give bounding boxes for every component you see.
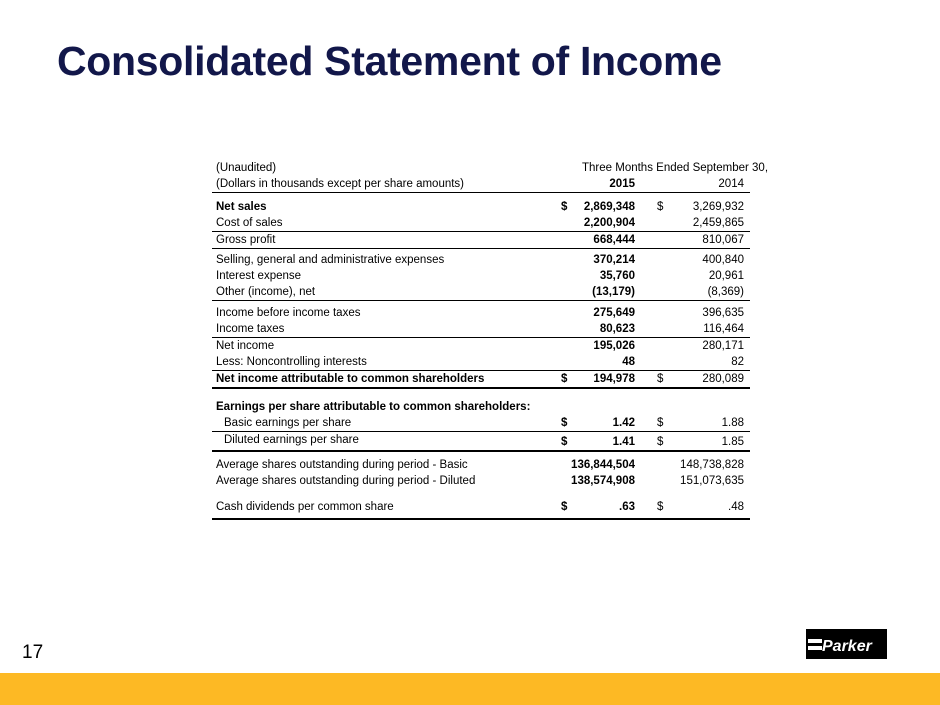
dollar-sign: $ (657, 417, 664, 429)
value-2014: 151,073,635 (680, 475, 744, 487)
value-2014: 1.88 (721, 417, 744, 429)
row-label: Income taxes (216, 323, 285, 335)
value-2014: 82 (731, 356, 744, 368)
unaudited-label: (Unaudited) (216, 162, 277, 174)
table-row (212, 305, 750, 321)
value-2014: 3,269,932 (692, 201, 744, 213)
dollar-sign: $ (561, 417, 568, 429)
row-label: Net sales (216, 201, 267, 213)
value-2015: 1.41 (612, 436, 635, 448)
column-2015-header: 2015 (609, 178, 635, 190)
dollar-sign: $ (657, 436, 664, 448)
dollar-sign: $ (561, 201, 568, 213)
header-row-units (212, 176, 750, 193)
value-2015: 2,200,904 (583, 217, 635, 229)
value-2015: 35,760 (599, 270, 635, 282)
table-row (212, 371, 750, 389)
row-label: Interest expense (216, 270, 302, 282)
value-2015: 138,574,908 (571, 475, 635, 487)
table-row (212, 268, 750, 284)
row-label: Net income (216, 340, 275, 352)
row-label: Cost of sales (216, 217, 283, 229)
table-row (212, 215, 750, 232)
table-row (212, 321, 750, 338)
value-2015: 48 (622, 356, 635, 368)
value-2015: 80,623 (599, 323, 635, 335)
row-label: Net income attributable to common shareholders (216, 373, 485, 385)
row-label: Diluted earnings per share (224, 434, 359, 446)
units-label: (Dollars in thousands except per share amounts) (216, 178, 465, 190)
value-2014: 2,459,865 (692, 217, 744, 229)
value-2014: .48 (728, 501, 744, 513)
row-label: Basic earnings per share (224, 417, 352, 429)
value-2015: (13,179) (592, 286, 635, 298)
row-label: Other (income), net (216, 286, 316, 298)
logo-text: Parker (822, 638, 872, 655)
table-row (212, 457, 750, 473)
value-2015: 1.42 (612, 417, 635, 429)
period-header: Three Months Ended September 30, (582, 162, 769, 174)
value-2014: 400,840 (702, 254, 744, 266)
dollar-sign: $ (657, 201, 664, 213)
dollar-sign: $ (561, 436, 568, 448)
parker-logo-icon (806, 629, 887, 659)
value-2014: 148,738,828 (680, 459, 744, 471)
value-2015: .63 (619, 501, 635, 513)
dollar-sign: $ (561, 373, 568, 385)
row-label: Gross profit (216, 234, 276, 246)
row-label: Income before income taxes (216, 307, 361, 319)
table-row (212, 232, 750, 249)
page-number: 17 (22, 642, 44, 663)
table-row (212, 284, 750, 301)
value-2014: 116,464 (703, 323, 744, 335)
table-row (212, 199, 750, 215)
table-row (212, 499, 750, 520)
row-label: Selling, general and administrative expenses (216, 254, 445, 266)
table-row (212, 252, 750, 268)
page-title: Consolidated Statement of Income (57, 38, 722, 84)
value-2014: 810,067 (702, 234, 744, 246)
value-2014: 396,635 (702, 307, 744, 319)
value-2014: 280,089 (702, 373, 744, 385)
dollar-sign: $ (561, 501, 568, 513)
footer-bar (0, 673, 940, 705)
row-label: Less: Noncontrolling interests (216, 356, 367, 368)
column-2014-header: 2014 (718, 178, 744, 190)
value-2015: 668,444 (593, 234, 635, 246)
value-2014: 20,961 (708, 270, 744, 282)
value-2015: 275,649 (593, 307, 635, 319)
row-label: Average shares outstanding during period - Diluted (216, 475, 476, 487)
value-2015: 370,214 (593, 254, 635, 266)
table-row (212, 415, 750, 432)
header-row-unaudited (212, 160, 769, 176)
table-row (212, 354, 750, 371)
dollar-sign: $ (657, 373, 664, 385)
table-row (212, 338, 750, 354)
value-2015: 2,869,348 (583, 201, 635, 213)
table-row (212, 432, 750, 452)
value-2015: 195,026 (593, 340, 635, 352)
value-2014: 280,171 (702, 340, 744, 352)
table-row (212, 473, 750, 489)
value-2014: 1.85 (721, 436, 744, 448)
value-2015: 194,978 (593, 373, 635, 385)
dollar-sign: $ (657, 501, 664, 513)
row-label: Cash dividends per common share (216, 501, 394, 513)
row-label: Average shares outstanding during period - Basic (216, 459, 468, 471)
value-2015: 136,844,504 (571, 459, 635, 471)
income-statement-table (212, 160, 769, 520)
value-2014: (8,369) (707, 286, 744, 298)
table-row (212, 399, 750, 415)
parker-logo (806, 629, 887, 659)
section-label: Earnings per share attributable to common shareholders: (216, 401, 531, 413)
